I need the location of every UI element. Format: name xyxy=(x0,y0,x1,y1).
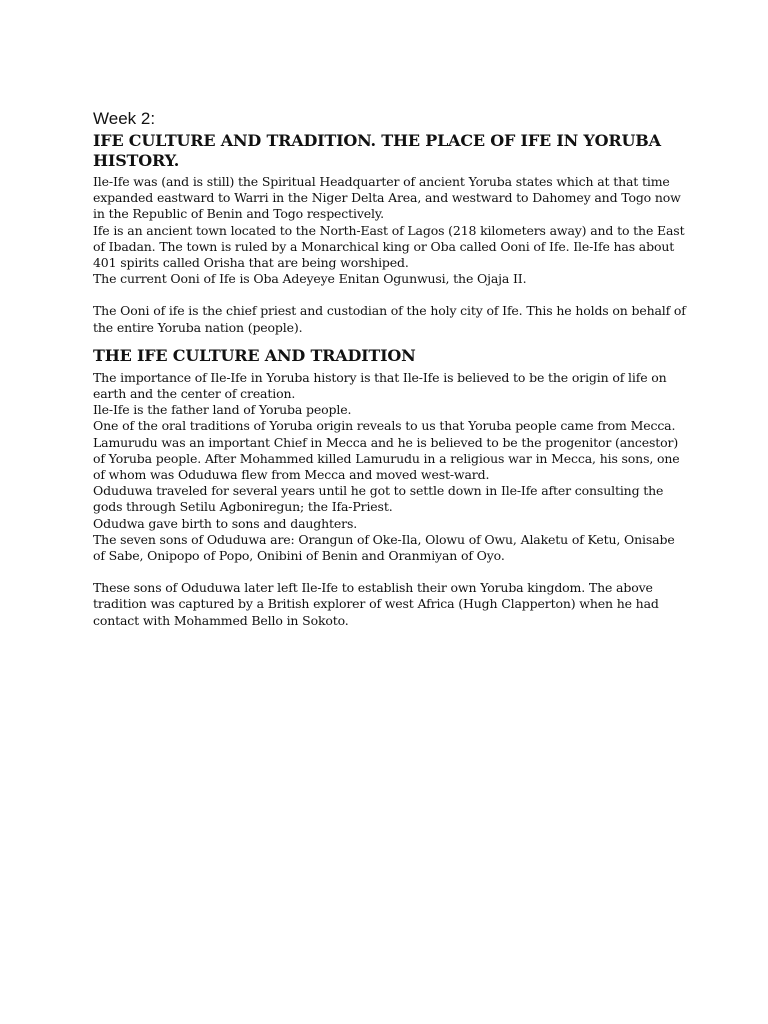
paragraph-seven-sons: The seven sons of Oduduwa are: Orangun of Oke-Ila, Olowu of Owu, Alaketu of Ketu, Onisabe of Sabe, Onipopo of Popo, Onibini of Benin and Oranmiyan of Oyo. xyxy=(93,531,675,564)
paragraph-spiritual-headquarter: Ile-Ife was (and is still) the Spiritual Headquarter of ancient Yoruba states which at that time expanded eastward to Warri in the Niger Delta Area, and westward to Dahomey and Togo now in the Republic of Benin and Togo respectively. xyxy=(93,174,681,222)
paragraph-clapperton: These sons of Oduduwa later left Ile-Ife to establish their own Yoruba kingdom. The above tradition was captured by a British explorer of west Africa (Hugh Clapperton) when he had contact with Mohammed Bello in Sokoto. xyxy=(93,580,659,628)
section-heading-culture: THE IFE CULTURE AND TRADITION xyxy=(93,345,416,365)
paragraph-origin-of-life: The importance of Ile-Ife in Yoruba history is that Ile-Ife is believed to be the origin of life on earth and the center of creation. xyxy=(93,369,667,402)
paragraph-lamurudu: Lamurudu was an important Chief in Mecca and he is believed to be the progenitor (ancestor) of Yoruba people. After Mohammed killed Lamurudu in a religious war in Mecca, his sons, one of whom was Oduduwa flew from Mecca and moved west-ward. xyxy=(93,434,680,483)
document-page xyxy=(93,108,688,629)
main-heading: IFE CULTURE AND TRADITION. THE PLACE OF IFE IN YORUBA HISTORY. xyxy=(93,131,661,170)
paragraph-sons-daughters: Odudwa gave birth to sons and daughters. xyxy=(93,515,358,531)
paragraph-current-ooni: The current Ooni of Ife is Oba Adeyeye Enitan Ogunwusi, the Ojaja II. xyxy=(93,271,527,287)
paragraph-chief-priest: The Ooni of ife is the chief priest and custodian of the holy city of Ife. This he holds on behalf of the entire Yoruba nation (people). xyxy=(93,303,686,335)
paragraph-oral-traditions: One of the oral traditions of Yoruba origin reveals to us that Yoruba people came from Mecca. xyxy=(93,418,676,434)
paragraph-oduduwa-travel: Oduduwa traveled for several years until he got to settle down in Ile-Ife after consulting the gods through Setilu Agboniregun; the Ifa-Priest. xyxy=(93,483,664,515)
paragraph-spacer xyxy=(93,564,688,580)
paragraph-spacer xyxy=(93,287,688,303)
paragraph-father-land: Ile-Ife is the father land of Yoruba people. xyxy=(93,402,352,418)
week-label: Week 2: xyxy=(93,109,156,128)
paragraph-ancient-town: Ife is an ancient town located to the North-East of Lagos (218 kilometers away) and to the East of Ibadan. The town is ruled by a Monarchical king or Oba called Ooni of Ife. Ile-Ife has about 401 spirits called Orisha that are being worshiped. xyxy=(93,222,685,271)
